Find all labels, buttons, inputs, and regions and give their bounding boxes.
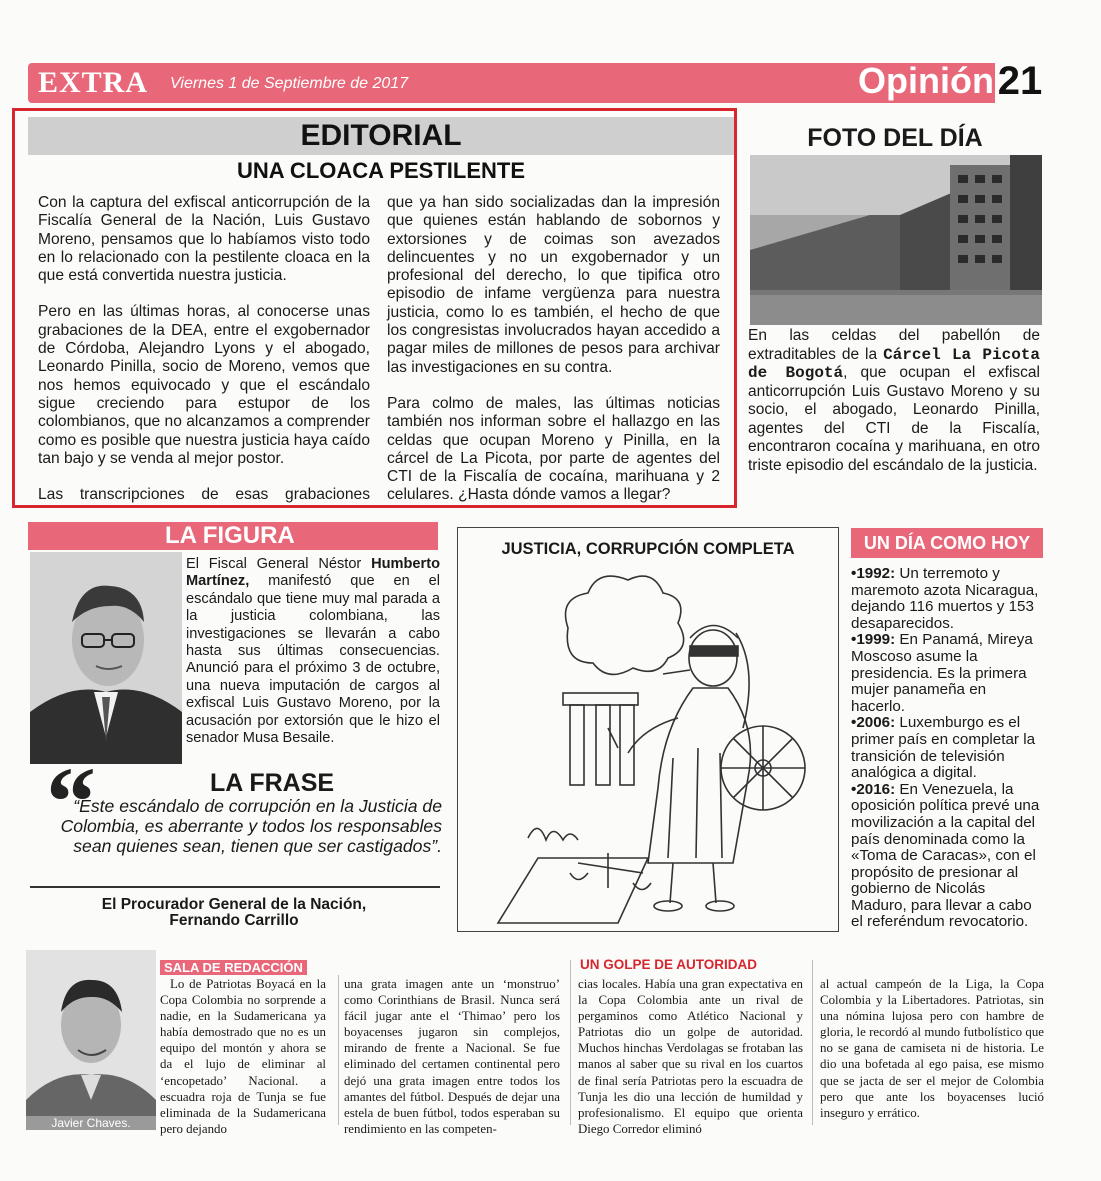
newsroom-column-4: al actual campeón de la Liga, la Copa Colombia y la Libertadores. Patriotas, sin una nómina lujosa pero con hambre de gloria, le recordó al mundo futbolístico que no se gana de camiseta ni de historia. Le dio una bofetada al ego paisa, ese mismo que se jacta de ser el mejor de Colombia pero que ante los boyacenses lució inseguro y errático.: [820, 977, 1044, 1120]
columnist-name: Javier Chaves.: [26, 1116, 156, 1130]
newsroom-column-3: cias locales. Había una gran expectativa en la Copa Colombia ante un rival de pergaminos como Atlético Nacional y Patriotas dio un golpe de autoridad. Muchos hinchas Verdolagas se frotaban las manos al saber que su rival en los cuartos de final sería Patriotas pero la escuadra de Tunja les dio una lección de humildad y profesionalismo. El equipo que orienta Diego Corredor eliminó: [578, 977, 803, 1136]
newsroom-section-label: SALA DE REDACCIÓN: [160, 960, 307, 975]
quote-author-line: El Procurador General de la Nación,: [101, 896, 367, 913]
editorial-paragraph: Con la captura del exfiscal anticorrupción de la Fiscalía General de la Nación, Luis Gustavo Moreno, pensamos que lo habíamos visto todo en lo relacionado con la pestilente cloaca en la que está convertida nuestra justicia.: [38, 194, 370, 285]
editorial-paragraph: Las transcripciones de esas grabaciones: [38, 486, 370, 504]
editorial-headline: UNA CLOACA PESTILENTE: [236, 158, 526, 183]
figure-text-span: El Fiscal General Néstor: [186, 556, 372, 572]
prison-buildings-image: [750, 155, 1042, 325]
event-text: Luxemburgo es el primer país en completar la transición de televisión analógica a digital.: [851, 714, 1036, 782]
figure-name-bold: Humberto Martínez,: [186, 556, 440, 590]
event-year: •1999:: [851, 631, 896, 649]
columnist-image: [26, 950, 156, 1130]
cartoon-title: JUSTICIA, CORRUPCIÓN COMPLETA: [501, 540, 795, 558]
editorial-paragraph: Pero en las últimas horas, al conocerse unas grabaciones de la DEA, entre el exgobernador de Córdoba, Alejandro Lyons y el abogado, Leonardo Pinilla, socio de Moreno, vemos que nos hemos equivocado y que el escándalo sigue creciendo para estupor de los colombianos, que no alcanzamos a comprender como es posible que nuestra justicia haya caído tan bajo y se venda al mejor postor.: [38, 303, 370, 467]
event-year: •1992:: [851, 565, 896, 582]
on-this-day-item: [851, 566, 1043, 632]
column-divider: [338, 975, 339, 1125]
editorial-paragraph: Para colmo de males, las últimas noticias también nos informan sobre el hallazgo en las celdas que ocupan Moreno y Pinilla, en la cárcel de La Picota, por parte de agentes del CTI de la Fiscalía de cocaína, marihuana y 2 celulares. ¿Hasta dónde vamos a llegar?: [387, 394, 720, 504]
photo-of-day-title: FOTO DEL DÍA: [807, 124, 983, 152]
quote-author: [28, 897, 440, 929]
column-divider: [570, 960, 571, 1125]
figure-title: LA FIGURA: [165, 522, 295, 549]
newsroom-column-1: Lo de Patriotas Boyacá en la Copa Colombia no sorprende a nadie, en la Sudamericana ya había demostrado que no es un equipo del montón y ahora se da el lujo de eliminar al ‘encopetado’ Nacional. a escuadra roja de Tunja se fue eliminada de la Sudamericana pero dejando: [160, 977, 326, 1136]
newsroom-subheadline: UN GOLPE DE AUTORIDAD: [580, 957, 758, 972]
quote-title: LA FRASE: [210, 769, 335, 797]
on-this-day-item: [851, 632, 1043, 715]
event-text: Un terremoto y maremoto azota Nicaragua, dejando 116 muertos y 153 desaparecidos.: [851, 565, 1039, 632]
editorial-column-2: [387, 194, 720, 505]
on-this-day-list: [851, 566, 1043, 931]
issue-date: Viernes 1 de Septiembre de 2017: [170, 75, 409, 92]
cartoon-frame: [457, 527, 839, 932]
figure-text: [186, 556, 440, 747]
figure-text-span: manifestó que en el escándalo que tiene muy mal parada a la justicia colombiana, las investigaciones se llevarán a cabo hasta sus últimas consecuencias. Anunció para el próximo 3 de octubre, una nueva imputación de cargos al exfiscal Luis Gustavo Moreno, por la acusación por extorsión que le hizo el senador Musa Besaile.: [186, 573, 440, 747]
quote-text: “Este escándalo de corrupción en la Justicia de Colombia, es aberrante y todos los responsables sean quienes sean, tienen que ser castigados”.: [60, 796, 442, 856]
photo-caption: [748, 327, 1040, 475]
quote-author-line: Fernando Carrillo: [169, 912, 299, 929]
event-year: •2006:: [851, 714, 896, 732]
portrait-image: [30, 552, 182, 764]
quote-mark-icon: “: [46, 746, 96, 857]
newspaper-logo: EXTRA: [38, 66, 149, 99]
newsroom-column-2: una grata imagen ante un ‘monstruo’ como Corinthians de Brasil. Nunca será fácil jugar ante el ‘Thimao’ pero los boyacenses jugaron sin complejos, mirando de frente a Nacional. Se fue eliminado del certamen continental pero dejó una grata imagen entre todos los amantes del fútbol. Después de dejar una estela de buen fútbol, todos esperaban su rendimiento en las competen-: [344, 977, 560, 1136]
on-this-day-item: [851, 715, 1043, 781]
column-divider: [812, 960, 813, 1125]
event-year: •2016:: [851, 780, 896, 798]
caption-text: En las celdas del pabellón de extraditables de la: [748, 327, 1040, 363]
editorial-paragraph: que ya han sido socializadas dan la impresión que quienes están hablando de sobornos y extorsiones y de coimas son avezados delincuentes y no un exgobernador y un profesional del derecho, lo que tipifica otro episodio de infame vergüenza para nuestra justicia, como lo es también, el hecho de que los congresistas involucrados hayan accedido a pagar miles de millones de pesos para archivar las investigaciones en su contra.: [387, 194, 720, 376]
section-title: Opinión: [858, 60, 994, 101]
editorial-label: EDITORIAL: [300, 119, 462, 152]
event-text: En Panamá, Mireya Moscoso asume la presidencia. Es la primera mujer panameña en hacerlo.: [851, 631, 1033, 715]
prosecutor-portrait: [30, 552, 182, 764]
prison-photo: [750, 155, 1042, 325]
columnist-portrait: [26, 950, 156, 1130]
event-text: En Venezuela, la oposición política prevé una movilización a la capital del país denominada como la «Toma de Caracas», con el propósito de presionar al gobierno de Nicolás Maduro, para llevar a cabo el referéndum revocatorio.: [851, 780, 1040, 931]
on-this-day-item: [851, 782, 1043, 931]
on-this-day-title: UN DÍA COMO HOY: [863, 533, 1031, 553]
justice-cartoon-drawing: [458, 528, 837, 930]
page-number: 21: [995, 58, 1045, 104]
caption-bold: Cárcel La Picota de Bogotá: [748, 345, 1041, 382]
quote-divider: [30, 886, 440, 888]
caption-text: , que ocupan el exfiscal anticorrupción Luis Gustavo Moreno y su socio, el abogado, Leonardo Pinilla, agentes del CTI de la Fiscalía, encontraron cocaína y marihuana, en otro triste episodio del escándalo de la justicia.: [748, 364, 1040, 474]
editorial-column-1: [38, 194, 370, 504]
